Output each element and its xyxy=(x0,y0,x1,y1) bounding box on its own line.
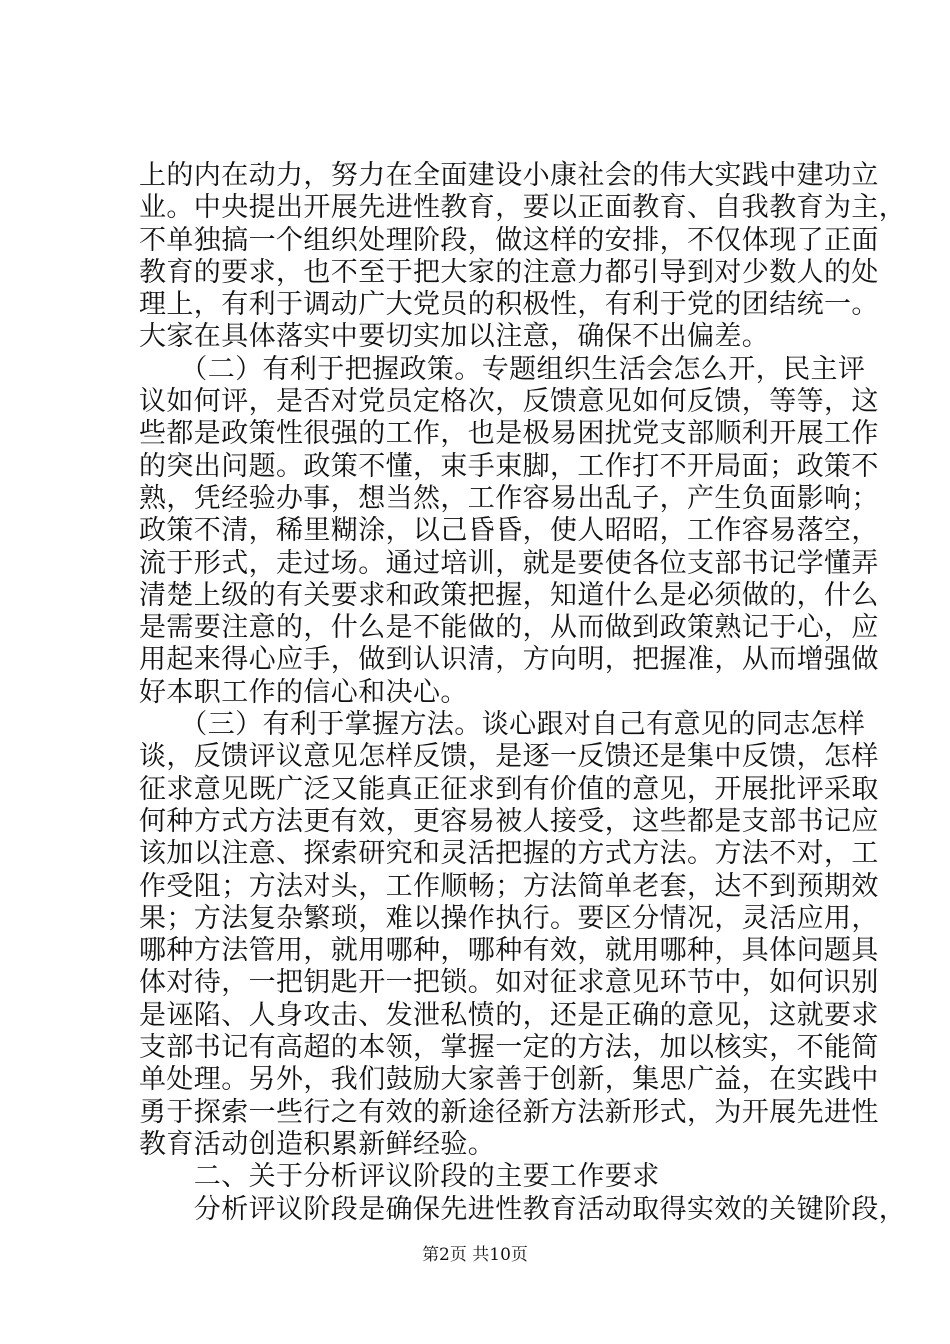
page-footer: 第2页 共10页 xyxy=(422,1245,528,1265)
text-line: 政策不清，稀里糊涂，以己昏昏，使人昭昭，工作容易落空， xyxy=(139,515,879,547)
text-line: 谈，反馈评议意见怎样反馈，是逐一反馈还是集中反馈，怎样 xyxy=(139,741,879,773)
text-line: 支部书记有高超的本领，掌握一定的方法，加以核实，不能简 xyxy=(139,1032,879,1064)
text-line: 教育活动创造积累新鲜经验。 xyxy=(139,1128,496,1160)
text-line: 哪种方法管用，就用哪种，哪种有效，就用哪种，具体问题具 xyxy=(139,935,879,967)
text-line: 作受阻；方法对头，工作顺畅；方法简单老套，达不到预期效 xyxy=(139,870,879,902)
document-body xyxy=(139,160,907,1226)
text-line: 是需要注意的，什么是不能做的，从而做到政策熟记于心，应 xyxy=(139,612,879,644)
text-line: 是诬陷、人身攻击、发泄私愤的，还是正确的意见，这就要求 xyxy=(139,999,879,1031)
text-line: 果；方法复杂繁琐，难以操作执行。要区分情况，灵活应用， xyxy=(139,902,879,934)
text-line: （三）有利于掌握方法。谈心跟对自己有意见的同志怎样 xyxy=(139,709,866,741)
text-line: 体对待，一把钥匙开一把锁。如对征求意见环节中，如何识别 xyxy=(139,967,879,999)
text-line: 好本职工作的信心和决心。 xyxy=(139,676,468,708)
text-line: 业。中央提出开展先进性教育，要以正面教育、自我教育为主， xyxy=(139,192,907,224)
text-line: 流于形式，走过场。通过培训，就是要使各位支部书记学懂弄 xyxy=(139,547,879,579)
text-line: 的突出问题。政策不懂，束手束脚，工作打不开局面；政策不 xyxy=(139,450,879,482)
text-line: 勇于探索一些行之有效的新途径新方法新形式，为开展先进性 xyxy=(139,1096,879,1128)
text-line: 教育的要求，也不至于把大家的注意力都引导到对少数人的处 xyxy=(139,256,879,288)
text-line: 议如何评，是否对党员定格次，反馈意见如何反馈，等等，这 xyxy=(139,386,879,418)
text-line: 何种方式方法更有效，更容易被人接受，这些都是支部书记应 xyxy=(139,805,879,837)
text-line: 上的内在动力，努力在全面建设小康社会的伟大实践中建功立 xyxy=(139,160,879,191)
text-line: 分析评议阶段是确保先进性教育活动取得实效的关键阶段， xyxy=(139,1193,907,1225)
text-line: （二）有利于把握政策。专题组织生活会怎么开，民主评 xyxy=(139,353,866,385)
text-line: 该加以注意、探索研究和灵活把握的方式方法。方法不对，工 xyxy=(139,838,879,870)
text-line: 清楚上级的有关要求和政策把握，知道什么是必须做的，什么 xyxy=(139,579,879,611)
text-line: 二、关于分析评议阶段的主要工作要求 xyxy=(139,1161,660,1193)
text-line: 征求意见既广泛又能真正征求到有价值的意见，开展批评采取 xyxy=(139,773,879,805)
text-line: 些都是政策性很强的工作，也是极易困扰党支部顺利开展工作 xyxy=(139,418,879,450)
text-line: 单处理。另外，我们鼓励大家善于创新，集思广益，在实践中 xyxy=(139,1064,879,1096)
text-line: 不单独搞一个组织处理阶段，做这样的安排，不仅体现了正面 xyxy=(139,224,879,256)
text-line: 大家在具体落实中要切实加以注意，确保不出偏差。 xyxy=(139,321,770,353)
text-line: 理上，有利于调动广大党员的积极性，有利于党的团结统一。 xyxy=(139,289,879,321)
text-line: 熟，凭经验办事，想当然，工作容易出乱子，产生负面影响； xyxy=(139,482,879,514)
text-line: 用起来得心应手，做到认识清，方向明，把握准，从而增强做 xyxy=(139,644,879,676)
